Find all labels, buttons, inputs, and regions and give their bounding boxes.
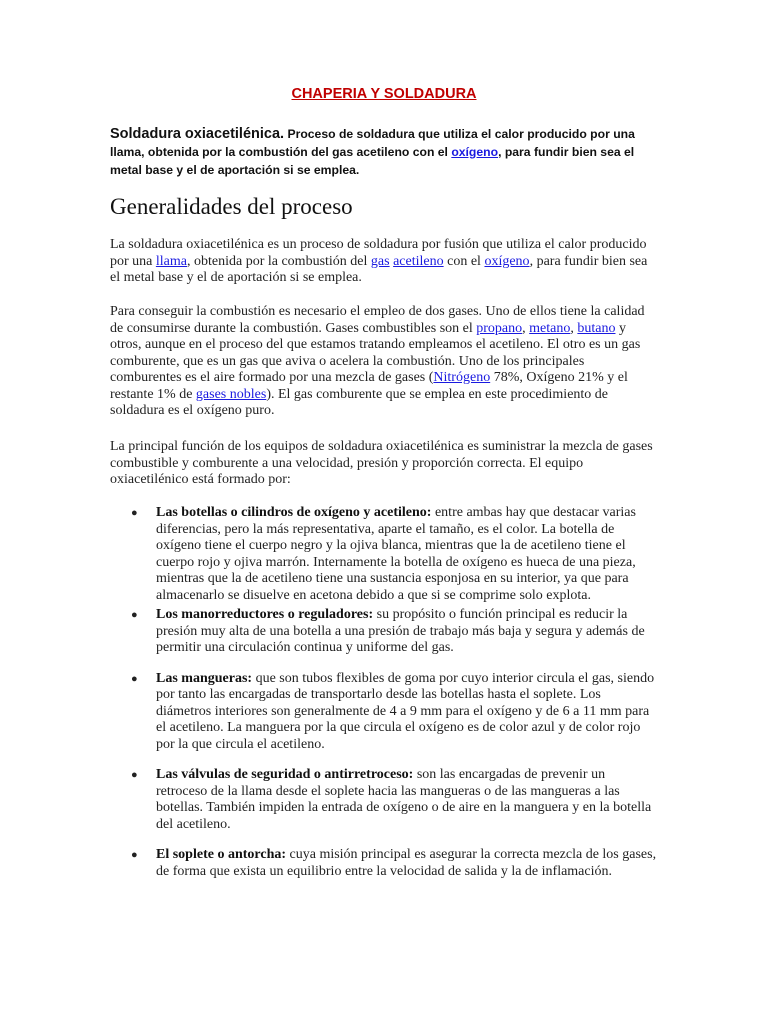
intro-lead: Soldadura oxiacetilénica.: [110, 126, 285, 142]
link-oxigeno[interactable]: oxígeno: [484, 253, 530, 269]
link-gas[interactable]: gas: [370, 253, 390, 269]
section-heading: Generalidades del proceso: [110, 194, 353, 219]
link-metano[interactable]: metano: [529, 320, 571, 336]
list-item-term: Las válvulas de seguridad o antirretroceso:: [156, 767, 414, 782]
link-nitrogeno[interactable]: Nitrógeno: [433, 370, 491, 385]
bullet-icon: ●: [131, 507, 138, 519]
bullet-icon: ●: [131, 672, 138, 685]
list-item-text: su propósito o función principal es reducir la presión muy alta de una botella a una presión de trabajo más baja y segura y además de permitir una circulación continua y uniforme del gas.: [156, 607, 645, 655]
list-item-text: cuya misión principal es asegurar la correcta mezcla de los gases, de forma que exista un equilibrio entre la velocidad de salida y la de inflamación.: [156, 847, 657, 879]
link-propano[interactable]: propano: [476, 320, 523, 336]
link-llama[interactable]: llama: [155, 253, 187, 269]
p2-text: y otros, aunque en el proceso del que estamos tratando empleamos el acetileno. El otro es un gas comburente, que es un gas que aviva o acelera la combustión. Uno de los principales comburentes es el aire formado por una mezcla de gases (: [110, 320, 641, 385]
list-item-term: El soplete o antorcha:: [156, 847, 287, 862]
document-title: CHAPERIA Y SOLDADURA: [291, 86, 477, 102]
intro-text-end: , para fundir bien sea el metal base y el de aportación si se emplea.: [110, 145, 635, 177]
p1-text: , para fundir bien sea el metal base y el de aportación si se emplea.: [110, 253, 648, 285]
list-item-term: Las botellas o cilindros de oxígeno y acetileno:: [156, 505, 432, 520]
list-item: [110, 505, 658, 604]
p2-text: ,: [570, 320, 578, 336]
p1-text: La soldadura oxiacetilénica es un proceso de soldadura por fusión que utiliza el calor producido por una: [110, 237, 647, 269]
list-item: [110, 671, 658, 754]
list-item: [110, 847, 658, 880]
list-item: [110, 767, 658, 833]
p2-text: ). El gas comburente que se emplea en este procedimiento de soldadura es el oxígeno puro.: [110, 386, 609, 418]
p1-text: , obtenida por la combustión del: [187, 253, 371, 269]
list-item-term: Los manorreductores o reguladores:: [156, 607, 374, 622]
bullet-icon: ●: [131, 769, 138, 781]
list-item: [110, 607, 658, 657]
link-oxigeno-intro[interactable]: oxígeno: [451, 145, 499, 159]
paragraph-1: [110, 237, 658, 287]
bullet-icon: ●: [131, 849, 138, 861]
equipment-list: [110, 505, 658, 880]
p2-text: 78%, Oxígeno 21% y el restante 1% de: [110, 370, 628, 402]
link-acetileno[interactable]: acetileno: [393, 253, 444, 269]
paragraph-3: La principal función de los equipos de soldadura oxiacetilénica es suministrar la mezcla de gases combustible y comburente a una velocidad, presión y proporción correcta. El equipo oxiacetilénico está formado por:: [110, 439, 653, 487]
p2-text: Para conseguir la combustión es necesario el empleo de dos gases. Uno de ellos tiene la calidad de consumirse durante la combustión. Gases combustibles son el: [110, 304, 645, 336]
link-butano[interactable]: butano: [577, 320, 616, 336]
list-item-term: Las mangueras:: [156, 670, 253, 686]
bullet-icon: ●: [131, 609, 138, 621]
intro-paragraph: [110, 125, 658, 179]
p2-text: ,: [522, 320, 530, 336]
list-item-text: que son tubos flexibles de goma por cuyo interior circula el gas, siendo por tanto las encargadas de transportarlo desde las botellas hasta el soplete. Los diámetros interiores son generalmente de 4 a 9 mm para el oxígeno y de 6 a 11 mm para el acetileno. La manguera por la que circula el oxígeno es de color azul y de color rojo por la que circula el acetileno.: [156, 670, 655, 752]
intro-text: Proceso de soldadura que utiliza el calor producido por una llama, obtenida por la combustión del gas acetileno con el: [110, 127, 635, 159]
link-gases-nobles[interactable]: gases nobles: [195, 386, 267, 402]
paragraph-2: [110, 304, 658, 420]
list-item-text: son las encargadas de prevenir un retroceso de la llama desde el soplete hacia las mangueras o de las mangueras a las botellas. También impiden la entrada de oxígeno o de aire en la manguera y en la botella del acetileno.: [156, 767, 652, 832]
list-item-text: entre ambas hay que destacar varias diferencias, pero la más representativa, aparte el tamaño, es el color. La botella de oxígeno tiene el cuerpo negro y la ojiva blanca, mientras que la de acetileno tiene el cuerpo rojo y ojiva marrón. Internamente la botella de oxígeno es hueca de una pieza, mientras que la de acetileno tiene una sustancia esponjosa en su interior, ya que para almacenarlo se disuelve en acetona debido a que si se comprime solo explota.: [156, 505, 636, 603]
p1-text: con el: [443, 253, 485, 269]
